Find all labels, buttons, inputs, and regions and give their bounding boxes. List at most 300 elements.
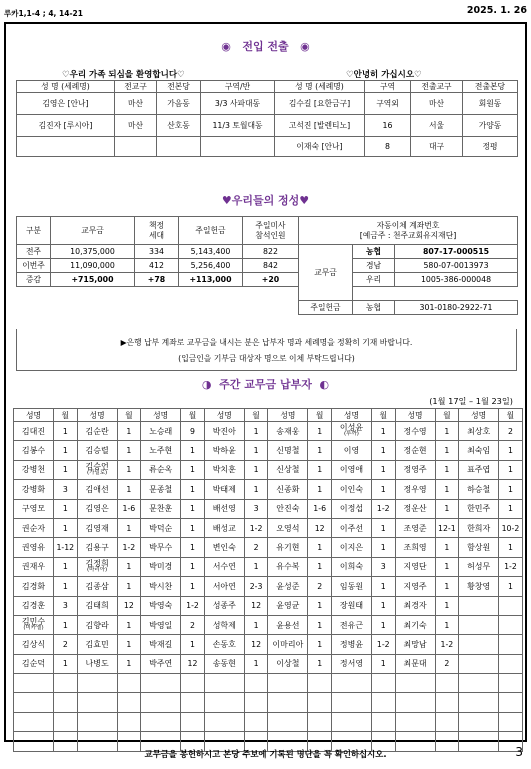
payment-month: 1 <box>499 441 523 460</box>
payer-name: 윤영균 <box>268 596 308 615</box>
payer-name: 송재웅 <box>268 422 308 441</box>
payment-month: 1 <box>54 654 78 673</box>
payment-month: 1 <box>308 480 332 499</box>
payment-month <box>54 712 78 731</box>
payment-month: 1 <box>371 422 395 441</box>
payer-name <box>459 654 499 673</box>
payment-month: 1 <box>371 654 395 673</box>
payment-month <box>371 693 395 712</box>
table-row: 증감 +715,000 +78 +113,000 +20 우리 1005-386-000048 <box>17 273 518 287</box>
payer-name <box>14 674 54 693</box>
payment-month: 1 <box>117 480 141 499</box>
payment-month: 1 <box>181 557 205 576</box>
payer-name <box>77 674 117 693</box>
table-row <box>17 287 518 301</box>
payer-name <box>331 422 371 441</box>
payer-name: 김효민 <box>77 635 117 654</box>
payer-name <box>395 712 435 731</box>
payer-name: 임동원 <box>331 577 371 596</box>
account-group-label: 교무금 <box>299 245 353 301</box>
payment-month <box>308 693 332 712</box>
baptismal-name: (마리아) <box>86 566 108 573</box>
payment-month: 1 <box>308 654 332 673</box>
payment-month <box>244 674 268 693</box>
payment-month: 1 <box>435 615 459 634</box>
payer-name: 김애선 <box>77 480 117 499</box>
payer-name: 윤성준 <box>268 577 308 596</box>
payment-month: 1 <box>117 460 141 479</box>
name-column-header: 성명 <box>141 409 181 422</box>
payment-month: 1 <box>244 480 268 499</box>
payment-month: 12 <box>308 518 332 537</box>
payment-month: 10-2 <box>499 518 523 537</box>
payment-month: 1 <box>54 577 78 596</box>
welcome-text: ♡우리 가족 되심을 환영합니다♡ <box>62 70 185 80</box>
payment-month: 1 <box>117 441 141 460</box>
payment-month: 1 <box>308 538 332 557</box>
payer-name: 박태제 <box>204 480 244 499</box>
table-row: 김진자 [루시아] 마산 산호동 11/3 토월대동 고석진 [발렌티노] 16 서울 가양동 <box>17 115 518 137</box>
payment-month: 1 <box>499 538 523 557</box>
payment-month: 12 <box>181 654 205 673</box>
payment-month <box>181 674 205 693</box>
payer-name: 나병도 <box>77 654 117 673</box>
month-column-header: 월 <box>117 409 141 422</box>
payer-name <box>204 693 244 712</box>
payment-month: 1 <box>308 596 332 615</box>
payer-name: 최숙임 <box>459 441 499 460</box>
payer-name <box>459 693 499 712</box>
payment-month: 1-2 <box>371 635 395 654</box>
payer-name: 최망남 <box>395 635 435 654</box>
payment-month: 1 <box>308 615 332 634</box>
payment-month: 1 <box>435 596 459 615</box>
payer-name: 이상철 <box>268 654 308 673</box>
payer-name: 김향라 <box>77 615 117 634</box>
payment-month: 12 <box>244 635 268 654</box>
payment-month: 1 <box>54 499 78 518</box>
payer-name: 배성교 <box>204 518 244 537</box>
payer-name: 정수영 <box>395 422 435 441</box>
payment-month: 1 <box>54 422 78 441</box>
payment-month: 1 <box>244 422 268 441</box>
payment-month <box>499 596 523 615</box>
payment-month: 1 <box>54 441 78 460</box>
payment-month: 2 <box>244 538 268 557</box>
payer-name <box>204 674 244 693</box>
transfer-title: ◉ 전입 전출 ◉ <box>221 40 310 53</box>
payment-month: 1-2 <box>181 596 205 615</box>
payer-name: 이인숙 <box>331 480 371 499</box>
payer-name: 서아연 <box>204 577 244 596</box>
payer-name: 정운산 <box>395 499 435 518</box>
date-range: (1월 17일 – 1월 23일) <box>429 396 513 406</box>
payer-name: 함상원 <box>459 538 499 557</box>
payment-month: 1 <box>244 557 268 576</box>
payment-month <box>499 712 523 731</box>
payment-month: 1 <box>371 441 395 460</box>
table-row: 이번주 11,090,000 412 5,256,400 842 경남 580-07-0013973 <box>17 259 518 273</box>
payment-month: 1 <box>54 615 78 634</box>
payer-name <box>268 693 308 712</box>
attendance-header: 주일미사 참석인원 <box>243 217 299 245</box>
scripture-reference: 루카1,1-4 ; 4, 14-21 <box>4 9 83 18</box>
payment-month: 1 <box>371 615 395 634</box>
name-column-header: 성명 <box>459 409 499 422</box>
payer-name: 한희자 <box>459 518 499 537</box>
payment-month <box>117 693 141 712</box>
payers-table <box>13 408 523 752</box>
table-row <box>14 518 523 537</box>
name-column-header: 성명 <box>204 409 244 422</box>
payers-header-row <box>14 409 523 422</box>
month-column-header: 월 <box>499 409 523 422</box>
payer-name: 박영일 <box>141 615 181 634</box>
payment-month: 12-1 <box>435 518 459 537</box>
payer-name: 김순덕 <box>14 654 54 673</box>
payer-name: 김봉수 <box>14 441 54 460</box>
payer-name: 박치훈 <box>204 460 244 479</box>
offering-header-row: 구분 교무금 책정 세대 주일헌금 주일미사 참석인원 자동이체 계좌번호 [예금주 : 천주교회유지재단] <box>17 217 518 245</box>
payer-name: 박무수 <box>141 538 181 557</box>
heart-icon: ♥ <box>221 194 232 207</box>
payment-month: 1 <box>435 538 459 557</box>
payer-name: 이지은 <box>331 538 371 557</box>
payment-month: 1-2 <box>117 538 141 557</box>
payer-name: 박미경 <box>141 557 181 576</box>
payer-name: 구영모 <box>14 499 54 518</box>
payment-month: 1 <box>181 577 205 596</box>
payment-month <box>308 674 332 693</box>
payer-name: 하승철 <box>459 480 499 499</box>
payment-month: 1 <box>181 518 205 537</box>
payment-month: 1 <box>371 460 395 479</box>
table-row <box>14 635 523 654</box>
payment-month <box>181 712 205 731</box>
payment-month: 1-6 <box>308 499 332 518</box>
payer-name <box>14 693 54 712</box>
month-column-header: 월 <box>308 409 332 422</box>
payment-month: 1 <box>308 460 332 479</box>
payer-name: 변인숙 <box>204 538 244 557</box>
payer-name: 지영단 <box>395 557 435 576</box>
payment-month: 1 <box>181 460 205 479</box>
payer-name: 정순현 <box>395 441 435 460</box>
payer-name <box>77 712 117 731</box>
table-row <box>14 577 523 596</box>
payment-month <box>371 712 395 731</box>
payment-month: 1 <box>435 441 459 460</box>
payer-name <box>268 674 308 693</box>
payer-name: 안진숙 <box>268 499 308 518</box>
payer-name: 박재길 <box>141 635 181 654</box>
payment-month <box>117 712 141 731</box>
payer-name <box>459 596 499 615</box>
payer-name: 이영애 <box>331 460 371 479</box>
table-row <box>14 422 523 441</box>
payment-month: 1 <box>499 499 523 518</box>
account-header: 자동이체 계좌번호 [예금주 : 천주교회유지재단] <box>299 217 518 245</box>
payment-month: 1 <box>435 480 459 499</box>
payment-month: 3 <box>54 596 78 615</box>
payment-month: 2 <box>499 422 523 441</box>
payment-month: 1 <box>54 557 78 576</box>
payer-name: 김용구 <box>77 538 117 557</box>
payment-month: 1 <box>371 577 395 596</box>
payer-name: 박진아 <box>204 422 244 441</box>
payer-name <box>141 712 181 731</box>
payment-month: 1-2 <box>499 557 523 576</box>
payer-name: 박시찬 <box>141 577 181 596</box>
payment-month: 1 <box>54 460 78 479</box>
payer-name: 김영재 <box>77 518 117 537</box>
payer-name: 손동호 <box>204 635 244 654</box>
payment-month: 2 <box>435 654 459 673</box>
payer-name: 전유근 <box>331 615 371 634</box>
payment-month: 2 <box>308 577 332 596</box>
payer-name <box>77 557 117 576</box>
payer-name: 이주선 <box>331 518 371 537</box>
payment-month <box>499 674 523 693</box>
payer-name <box>331 674 371 693</box>
payment-month <box>244 712 268 731</box>
table-row <box>14 499 523 518</box>
payer-name: 노승래 <box>141 422 181 441</box>
table-row <box>14 538 523 557</box>
payer-name <box>331 693 371 712</box>
payer-name <box>331 712 371 731</box>
payer-name: 권영유 <box>14 538 54 557</box>
payment-month: 1 <box>499 460 523 479</box>
page-header <box>4 3 527 21</box>
payment-month <box>499 654 523 673</box>
payment-month <box>54 693 78 712</box>
payer-name <box>14 712 54 731</box>
payment-month <box>435 693 459 712</box>
payer-name <box>77 460 117 479</box>
payment-month: 1 <box>181 538 205 557</box>
payer-name: 강병천 <box>14 460 54 479</box>
transfer-table <box>16 80 518 157</box>
target-icon: ◉ <box>221 40 231 53</box>
payer-name-text: 김승언 <box>85 461 109 471</box>
payment-month: 1 <box>244 654 268 673</box>
month-column-header: 월 <box>54 409 78 422</box>
heart-icon: ♥ <box>299 194 310 207</box>
target-icon: ◉ <box>300 40 310 53</box>
payment-month: 1 <box>117 422 141 441</box>
table-row <box>14 654 523 673</box>
payment-month: 1-2 <box>371 499 395 518</box>
payer-name: 최상호 <box>459 422 499 441</box>
payer-name <box>395 674 435 693</box>
table-row <box>14 441 523 460</box>
payer-name-text: 김정희 <box>85 558 109 568</box>
payer-name: 윤용선 <box>268 615 308 634</box>
payment-month: 2 <box>181 615 205 634</box>
table-row <box>14 674 523 693</box>
payment-month <box>435 712 459 731</box>
payer-name: 이마리아 <box>268 635 308 654</box>
payer-name: 신명철 <box>268 441 308 460</box>
payment-month: 1-2 <box>244 518 268 537</box>
payer-name <box>459 615 499 634</box>
payer-name: 성종주 <box>204 596 244 615</box>
payer-name: 김경화 <box>14 577 54 596</box>
payment-month <box>499 635 523 654</box>
payer-name: 배선영 <box>204 499 244 518</box>
payer-name: 황창영 <box>459 577 499 596</box>
payer-name: 문종철 <box>141 480 181 499</box>
payer-name: 류순옥 <box>141 460 181 479</box>
name-column-header: 성명 <box>395 409 435 422</box>
payer-name: 강병화 <box>14 480 54 499</box>
payer-name: 김상식 <box>14 635 54 654</box>
bulletin-date: 2025. 1. 26 <box>466 5 527 16</box>
footer-notice: 교무금을 봉헌하시고 본당 주보에 기록된 명단을 꼭 확인하십시오. <box>144 749 387 759</box>
payment-month: 1-12 <box>54 538 78 557</box>
payment-month: 3 <box>244 499 268 518</box>
payment-month: 12 <box>117 596 141 615</box>
payment-month <box>244 693 268 712</box>
payer-name <box>459 674 499 693</box>
payment-month: 2 <box>54 635 78 654</box>
payer-name: 김경훈 <box>14 596 54 615</box>
payer-name: 박주연 <box>141 654 181 673</box>
name-column-header: 성명 <box>331 409 371 422</box>
payment-month: 1-2 <box>435 635 459 654</box>
payment-month: 1 <box>117 557 141 576</box>
payment-month: 1 <box>435 460 459 479</box>
payment-month: 12 <box>244 596 268 615</box>
payers-title: ◑ 주간 교무금 납부자 ◐ <box>201 378 330 391</box>
name-column-header: 성명 <box>14 409 54 422</box>
offering-table <box>16 216 518 315</box>
table-row <box>14 693 523 712</box>
half-circle-icon: ◑ <box>201 378 212 391</box>
payment-month: 1 <box>244 441 268 460</box>
payment-month: 1 <box>181 499 205 518</box>
payer-name: 김승렬 <box>77 441 117 460</box>
payment-month: 1 <box>54 518 78 537</box>
payer-name: 정병윤 <box>331 635 371 654</box>
payer-name: 서수연 <box>204 557 244 576</box>
payer-name: 유수복 <box>268 557 308 576</box>
payment-month: 1 <box>371 538 395 557</box>
payment-month: 1 <box>308 422 332 441</box>
payment-month: 1 <box>117 615 141 634</box>
baptismal-name: (루까) <box>344 431 359 438</box>
month-column-header: 월 <box>244 409 268 422</box>
payment-month: 1 <box>181 635 205 654</box>
payer-name <box>141 674 181 693</box>
payment-month: 1 <box>435 557 459 576</box>
payer-name: 장원태 <box>331 596 371 615</box>
payer-name: 최기숙 <box>395 615 435 634</box>
payer-name-text: 김민수 <box>21 617 46 627</box>
payer-name: 김종삼 <box>77 577 117 596</box>
payment-month <box>435 674 459 693</box>
table-row <box>14 480 523 499</box>
month-column-header: 월 <box>181 409 205 422</box>
payer-name: 지영주 <box>395 577 435 596</box>
payment-month: 9 <box>181 422 205 441</box>
payer-name: 이희숙 <box>331 557 371 576</box>
payment-month: 3 <box>371 557 395 576</box>
payer-name: 신상철 <box>268 460 308 479</box>
payment-month <box>54 674 78 693</box>
table-row <box>14 596 523 615</box>
payment-month: 1-6 <box>117 499 141 518</box>
payer-name <box>459 712 499 731</box>
payment-month: 1 <box>435 422 459 441</box>
payment-month: 1 <box>181 441 205 460</box>
payer-name: 허성무 <box>459 557 499 576</box>
payer-name: 유기현 <box>268 538 308 557</box>
table-row <box>14 615 523 634</box>
payment-month <box>371 674 395 693</box>
payment-month: 1 <box>499 577 523 596</box>
payment-month: 3 <box>54 480 78 499</box>
payer-name: 오영석 <box>268 518 308 537</box>
payer-name <box>268 712 308 731</box>
offering-title: ♥우리들의 정성♥ <box>221 194 310 207</box>
payer-name <box>14 615 54 634</box>
payment-month: 1 <box>117 518 141 537</box>
bulletin-frame <box>4 22 527 742</box>
payer-name: 김영은 <box>77 499 117 518</box>
payment-month: 1 <box>435 499 459 518</box>
transfer-header-row: 성 명 (세례명) 전교구 전본당 구역/반 성 명 (세례명) 구역 전출교구 전출본당 <box>17 81 518 93</box>
payment-month: 1 <box>117 577 141 596</box>
payer-name: 표주엽 <box>459 460 499 479</box>
baptismal-name: (미카엘) <box>23 625 44 632</box>
payment-month: 1 <box>244 460 268 479</box>
payment-month: 1 <box>371 596 395 615</box>
payment-month <box>308 712 332 731</box>
payer-name <box>141 693 181 712</box>
payer-name: 조영준 <box>395 518 435 537</box>
payer-name: 박하윤 <box>204 441 244 460</box>
payer-name: 김순란 <box>77 422 117 441</box>
page-number: 3 <box>515 745 523 759</box>
payment-month: 1 <box>117 654 141 673</box>
table-row: 주일헌금 농협 301-0180-2922-71 <box>17 301 518 315</box>
payer-name: 성학제 <box>204 615 244 634</box>
payment-month: 1 <box>244 615 268 634</box>
name-column-header: 성명 <box>77 409 117 422</box>
half-circle-icon: ◐ <box>319 378 330 391</box>
payer-name <box>395 693 435 712</box>
payer-name-text: 이성윤 <box>339 423 364 433</box>
table-row <box>14 460 523 479</box>
payment-month <box>499 693 523 712</box>
table-row <box>14 712 523 731</box>
payment-month: 1 <box>371 518 395 537</box>
farewell-text: ♡안녕히 가십시오♡ <box>346 70 422 80</box>
table-row: 김영은 [안나] 마산 가음동 3/3 사파대동 김수길 [요한금구] 구역외 마산 회원동 <box>17 93 518 115</box>
payer-name: 김대진 <box>14 422 54 441</box>
month-column-header: 월 <box>371 409 395 422</box>
payer-name: 정우영 <box>395 480 435 499</box>
households-header: 책정 세대 <box>135 217 179 245</box>
payer-name: 권재우 <box>14 557 54 576</box>
payment-month: 1 <box>435 577 459 596</box>
payer-name <box>459 635 499 654</box>
payer-name: 신종화 <box>268 480 308 499</box>
payer-name: 최문대 <box>395 654 435 673</box>
payer-name: 문찬훈 <box>141 499 181 518</box>
